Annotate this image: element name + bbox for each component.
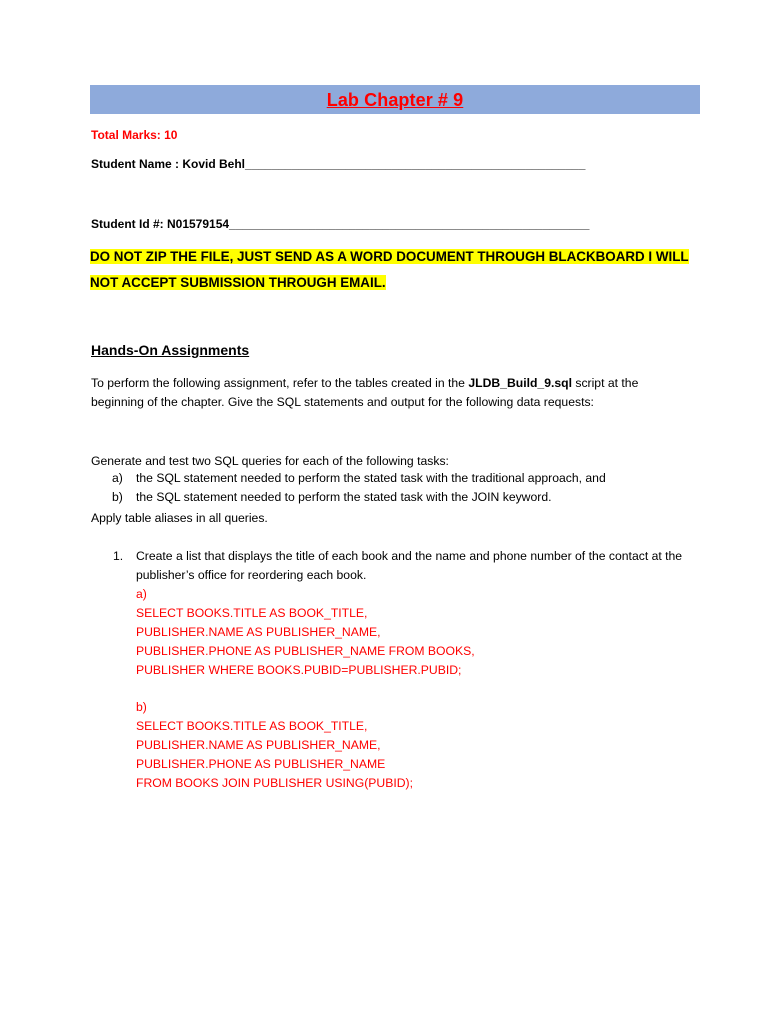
sql-line: b) [136,700,147,714]
question-text: Create a list that displays the title of each book and the name and phone number of the contact at the publisher’s office for reordering each book. [136,549,683,582]
question-number: 1. [113,549,124,563]
student-name-line: Student Name : Kovid Behl___________________________________________________ [91,157,586,171]
sql-line: PUBLISHER WHERE BOOKS.PUBID=PUBLISHER.PUBID; [136,663,462,677]
intro-paragraph [91,374,691,412]
document-title: Lab Chapter # 9 [326,90,464,110]
sql-line: FROM BOOKS JOIN PUBLISHER USING(PUBID); [136,776,413,790]
answer-b-block [136,698,413,793]
list-item-text: the SQL statement needed to perform the stated task with the traditional approach, and [136,471,606,485]
intro-text-end: script at the beginning of the chapter. Give the SQL statements and output for the following data requests: [91,376,639,409]
intro-text-start: To perform the following assignment, refer to the tables created in the [91,376,469,390]
instruction-line: Generate and test two SQL queries for each of the following tasks: [91,454,449,468]
sql-line: PUBLISHER.PHONE AS PUBLISHER_NAME FROM BOOKS, [136,644,475,658]
list-item-label: b) [112,490,123,504]
aliases-instruction: Apply table aliases in all queries. [91,511,268,525]
sql-line: PUBLISHER.PHONE AS PUBLISHER_NAME [136,757,386,771]
total-marks: Total Marks: 10 [91,128,178,142]
sql-line: a) [136,587,147,601]
sql-line: PUBLISHER.NAME AS PUBLISHER_NAME, [136,625,381,639]
script-filename: JLDB_Build_9.sql [468,376,572,390]
list-item-text: the SQL statement needed to perform the stated task with the JOIN keyword. [136,490,552,504]
section-heading: Hands-On Assignments [91,342,250,358]
answer-a-block [136,585,475,680]
sql-line: SELECT BOOKS.TITLE AS BOOK_TITLE, [136,606,368,620]
sql-line: SELECT BOOKS.TITLE AS BOOK_TITLE, [136,719,368,733]
list-item-b [112,490,552,504]
title-banner [90,85,700,114]
student-id-line: Student Id #: N01579154______________________________________________________ [91,217,590,231]
sql-line: PUBLISHER.NAME AS PUBLISHER_NAME, [136,738,381,752]
list-item-label: a) [112,471,123,485]
list-item-a [112,471,606,485]
submission-warning [90,244,710,296]
highlighted-warning-text: DO NOT ZIP THE FILE, JUST SEND AS A WORD DOCUMENT THROUGH BLACKBOARD I WILL NOT ACCEPT SUBMISSION THROUGH EMAIL. [90,249,689,290]
